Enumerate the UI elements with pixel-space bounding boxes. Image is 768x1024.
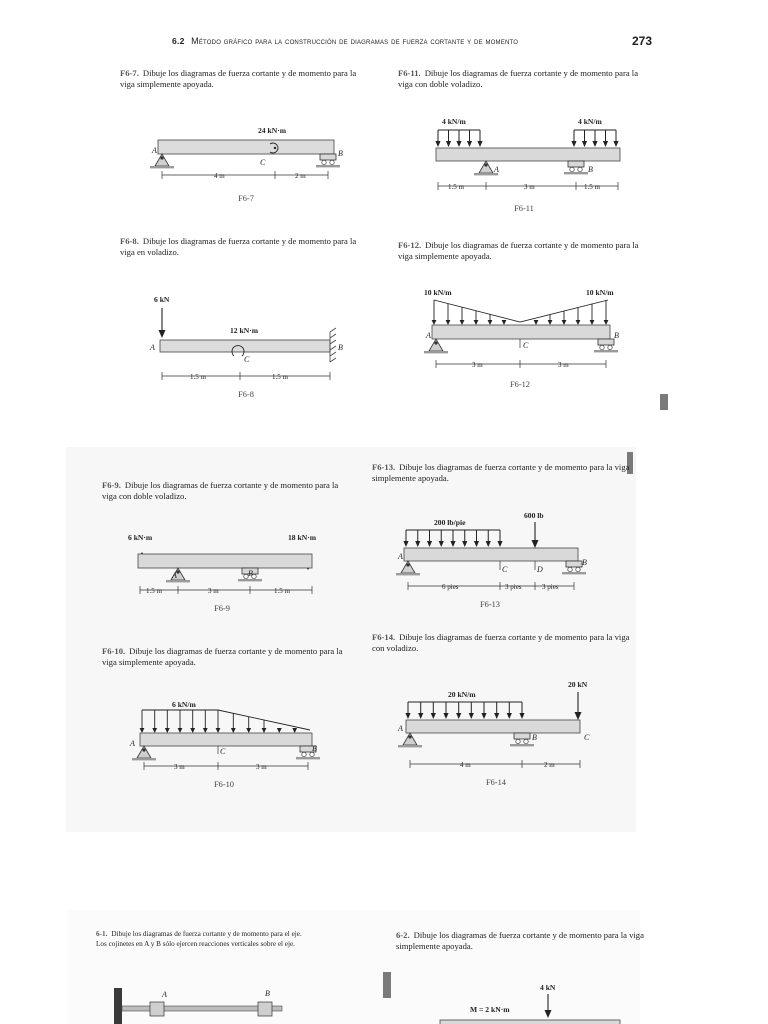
dimension-line (436, 360, 606, 368)
point-force-arrow (545, 994, 552, 1018)
dimension-label: 3 m (524, 183, 535, 191)
problem-text: Dibuje los diagramas de fuerza cortante y de momento para la viga simplemente apoyada. (396, 930, 644, 951)
figure-caption: F6-11 (514, 204, 534, 213)
beam (158, 140, 334, 154)
moment-label: 6 kN·m (128, 533, 153, 542)
problem-prompt (396, 930, 648, 952)
beam (406, 720, 580, 733)
point-label: C (260, 158, 266, 167)
load-arrow (403, 530, 408, 547)
force-label: 20 kN (568, 680, 588, 689)
point-label: A (494, 165, 499, 174)
load-arrow (246, 717, 251, 733)
load-arrow (502, 320, 507, 325)
moment-label: 24 kN·m (258, 126, 287, 135)
dimension-line (162, 372, 330, 380)
force-label: 6 kN (154, 295, 170, 304)
dimension-label: 3 pies (542, 583, 559, 591)
dimension-label: 1.5 m (146, 587, 162, 595)
problem-id: 6-1. (96, 930, 108, 938)
load-arrow (432, 300, 437, 325)
problem-f6-12 (398, 240, 650, 262)
problem-prompt (372, 632, 632, 654)
problem-id: F6-14. (372, 632, 396, 642)
problem-f6-11 (398, 68, 650, 90)
section-number: 6.2 (172, 36, 185, 46)
bearing (150, 1002, 164, 1016)
beam (440, 1020, 620, 1024)
problem-id: F6-8. (120, 236, 139, 246)
load-arrow (165, 710, 170, 733)
moment-label: M = 2 kN·m (470, 1005, 510, 1014)
problem-text: Dibuje los diagramas de fuerza cortante y de momento para la viga simplemente apoyada. (372, 462, 630, 483)
moment-label: 12 kN·m (230, 326, 259, 335)
beam (138, 554, 312, 568)
point-force-arrow (532, 522, 539, 548)
figure-6-2 (430, 980, 630, 1024)
problem-text: Dibuje los diagramas de fuerza cortante y de momento para la viga simplemente apoyada. (398, 240, 639, 261)
point-label: C (220, 747, 226, 756)
point-label: A (172, 571, 177, 580)
load-arrow (571, 130, 576, 147)
dimension-label: 2 m (544, 761, 555, 769)
point-label: A (150, 343, 155, 352)
figure-f6-9 (126, 530, 326, 610)
load-arrow (415, 530, 420, 547)
figure-caption: F6-9 (214, 604, 230, 613)
fixed-wall (330, 328, 336, 362)
problem-f6-9 (102, 480, 350, 502)
point-label: C (502, 565, 508, 574)
load-label: 6 kN/m (172, 700, 196, 709)
load-arrow (603, 130, 608, 147)
page-number: 273 (632, 34, 653, 48)
load-arrow (462, 530, 467, 547)
load-arrow (519, 702, 524, 719)
problem-text: Dibuje los diagramas de fuerza cortante y de momento para la viga en voladizo. (120, 236, 357, 257)
point-force-arrow (159, 308, 166, 338)
point-label: D (537, 565, 543, 574)
problem-prompt (96, 930, 308, 949)
moment-label: 18 kN·m (288, 533, 317, 542)
point-label: B (582, 558, 587, 567)
load-arrow (582, 130, 587, 147)
side-tab (660, 394, 668, 410)
dimension-label: 6 pies (442, 583, 459, 591)
roller-support (510, 733, 534, 746)
problem-6-2 (396, 930, 648, 952)
load-arrow (231, 713, 236, 733)
figure-caption: F6-14 (485, 778, 506, 787)
load-arrow (450, 530, 455, 547)
load-arrow (431, 702, 436, 719)
roller-support (316, 154, 340, 167)
pin-support (132, 746, 156, 760)
point-label: A (152, 146, 157, 155)
load-arrow (592, 130, 597, 147)
dimension-label: 1.5 m (274, 587, 290, 595)
load-line (434, 300, 608, 322)
force-label: 4 kN (540, 983, 556, 992)
figure-f6-8 (148, 290, 358, 390)
dimension-label: 3 m (256, 763, 267, 771)
dimension-label: 3 m (558, 361, 569, 369)
problem-text: Dibuje los diagramas de fuerza cortante y de momento para la viga simplemente apoyada. (120, 68, 357, 89)
point-label: A (162, 990, 167, 999)
load-arrow (405, 702, 410, 719)
load-arrow (467, 130, 472, 147)
figure-caption: F6-10 (213, 780, 234, 789)
point-label: C (523, 341, 529, 350)
problem-id: F6-13. (372, 462, 396, 472)
roller-support (564, 161, 588, 174)
load-arrow (507, 702, 512, 719)
problem-prompt (120, 68, 368, 90)
figure-caption: F6-7 (238, 194, 254, 203)
point-label: B (532, 733, 537, 742)
point-label: B (265, 989, 270, 998)
point-label: C (244, 355, 250, 364)
load-arrow (178, 710, 183, 733)
problem-prompt (398, 68, 650, 90)
force-label: 600 lb (524, 511, 544, 520)
load-arrow (534, 320, 539, 325)
load-arrow (486, 530, 491, 547)
dimension-label: 1.5 m (190, 373, 206, 381)
point-label: B (338, 149, 343, 158)
figure-caption: F6-13 (479, 600, 500, 609)
figure-f6-7 (140, 118, 360, 198)
load-arrow (446, 304, 451, 325)
load-arrow (418, 702, 423, 719)
dimension-label: 3 m (174, 763, 185, 771)
beam (432, 325, 610, 339)
load-arrow (481, 702, 486, 719)
figure-f6-14 (392, 678, 602, 772)
side-tab (383, 972, 391, 998)
beam (140, 733, 312, 746)
load-arrow (140, 710, 145, 733)
problem-text: Dibuje los diagramas de fuerza cortante y de momento para la viga con doble voladizo. (102, 480, 339, 501)
dimension-label: 3 m (472, 361, 483, 369)
load-arrow (474, 530, 479, 547)
figure-f6-12 (420, 284, 630, 378)
load-label: 20 kN/m (448, 690, 476, 699)
pin-support (150, 154, 174, 168)
load-arrow (604, 300, 609, 325)
pulley-disk (114, 988, 122, 1024)
point-label: B (338, 343, 343, 352)
problem-text: Dibuje los diagramas de fuerza cortante y de momento para el eje. Los cojinetes en A y B sólo ejercen reacciones verticales sobre el eje. (96, 930, 302, 948)
point-label: A (426, 331, 431, 340)
dimension-label: 2 m (295, 172, 306, 180)
roller-support (594, 339, 618, 352)
problem-text: Dibuje los diagramas de fuerza cortante y de momento para la viga simplemente apoyada. (102, 646, 343, 667)
load-arrow (576, 307, 581, 325)
load-arrow (216, 710, 221, 733)
problem-prompt (398, 240, 650, 262)
figure-6-1 (110, 982, 290, 1024)
figure-caption: F6-8 (238, 390, 254, 399)
beam (436, 148, 620, 161)
load-arrow (456, 702, 461, 719)
point-label: B (248, 569, 253, 578)
load-arrow (446, 130, 451, 147)
load-arrow (262, 720, 267, 733)
load-arrow (488, 314, 493, 325)
problem-prompt (372, 462, 632, 484)
point-label: A (398, 552, 403, 561)
problem-id: F6-10. (102, 646, 126, 656)
load-arrow (460, 307, 465, 325)
load-arrow (439, 530, 444, 547)
load-label: 200 lb/pie (434, 518, 466, 527)
dimension-label: 1.5 m (448, 183, 464, 191)
load-arrow (152, 710, 157, 733)
point-label: B (588, 165, 593, 174)
running-header (172, 36, 518, 46)
dimension-label: 3 pies (505, 583, 522, 591)
load-label: 4 kN/m (578, 117, 602, 126)
dimension-label: 1.5 m (272, 373, 288, 381)
dimension-label: 4 m (460, 761, 471, 769)
load-arrow (497, 530, 502, 547)
pin-support (166, 568, 190, 582)
point-label: A (398, 724, 403, 733)
load-arrow (443, 702, 448, 719)
figure-f6-13 (392, 508, 602, 600)
point-label: A (130, 739, 135, 748)
section-title: Método gráfico para la construcción de diagramas de fuerza cortante y de momento (191, 36, 519, 46)
problem-f6-10 (102, 646, 350, 668)
load-arrow (277, 728, 282, 733)
point-label: B (614, 331, 619, 340)
load-arrow (494, 702, 499, 719)
problem-6-1 (96, 930, 308, 949)
problem-prompt (120, 236, 368, 258)
load-arrow (435, 130, 440, 147)
load-label: 10 kN/m (586, 288, 614, 297)
load-arrow (456, 130, 461, 147)
load-arrow (548, 314, 553, 325)
beam (404, 548, 578, 561)
pin-support (424, 339, 448, 353)
dimension-label: 3 m (208, 587, 219, 595)
figure-caption: F6-12 (509, 380, 530, 389)
pin-support (398, 733, 422, 747)
load-arrow (203, 710, 208, 733)
point-label: B (312, 744, 317, 753)
problem-text: Dibuje los diagramas de fuerza cortante y de momento para la viga con doble voladizo. (398, 68, 639, 89)
beam (160, 340, 330, 352)
pin-support (396, 561, 420, 575)
problem-id: 6-2. (396, 930, 410, 940)
load-arrow (474, 311, 479, 325)
problem-f6-13 (372, 462, 632, 484)
load-arrow (190, 710, 195, 733)
load-arrow (477, 130, 482, 147)
figure-f6-10 (126, 696, 326, 776)
problem-text: Dibuje los diagramas de fuerza cortante y de momento para la viga con voladizo. (372, 632, 630, 653)
problem-id: F6-7. (120, 68, 139, 78)
load-arrow (562, 311, 567, 325)
dimension-label: 4 m (214, 172, 225, 180)
problem-f6-8 (120, 236, 368, 258)
problem-f6-14 (372, 632, 632, 654)
problem-id: F6-12. (398, 240, 422, 250)
load-arrow (427, 530, 432, 547)
load-arrow (292, 728, 297, 733)
load-arrow (613, 130, 618, 147)
load-arrow (469, 702, 474, 719)
problem-id: F6-11. (398, 68, 421, 78)
point-force-arrow (575, 692, 582, 720)
figure-f6-11 (430, 112, 630, 202)
problem-prompt (102, 480, 350, 502)
moment-point (274, 147, 276, 149)
problem-prompt (102, 646, 350, 668)
load-label: 10 kN/m (424, 288, 452, 297)
problem-id: F6-9. (102, 480, 121, 490)
load-label: 4 kN/m (442, 117, 466, 126)
bearing (258, 1002, 272, 1016)
load-arrow (590, 304, 595, 325)
point-label: C (584, 733, 590, 742)
dimension-line (144, 762, 308, 770)
problem-f6-7 (120, 68, 368, 90)
dimension-label: 1.5 m (584, 183, 600, 191)
